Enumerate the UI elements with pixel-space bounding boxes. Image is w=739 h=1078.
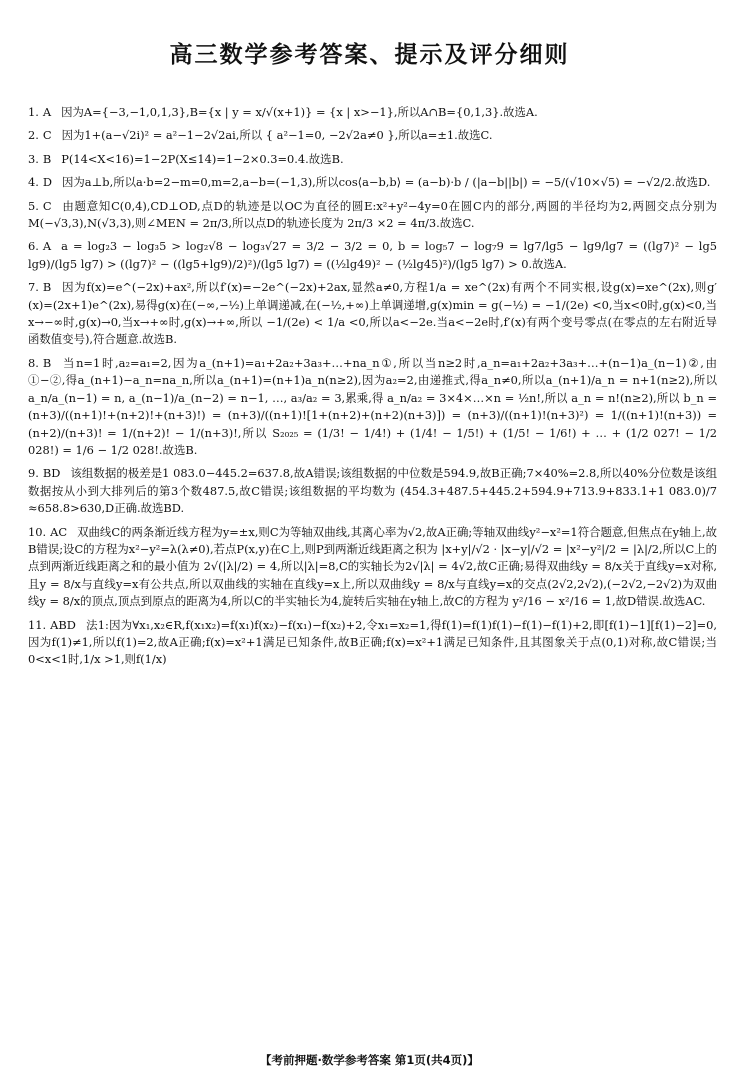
- solution-text: 双曲线C的两条渐近线方程为y=±x,则C为等轴双曲线,其离心率为√2,故A正确;等轴双曲线y²−x²=1符合题意,但焦点在y轴上,故B错误;设C的方程为x²−y²=λ(λ≠0),若点P(x,y)在C上,则P到两渐近线距离之积为 |x+y|/√2 · |x−y|/√2 = |x²−y²|/2 = |λ|/2,所以C上的点到两渐近线距离之和的最小值为 2√(|λ|/2) = 4,所以|λ|=8,C的实轴长为2√|λ| = 4√2,故C正确;易得双曲线y = 8/x关于直线y=x对称,且y = 8/x与直线y=x有公共点,所以双曲线的实轴在直线y=x上,所以双曲线y = 8/x与直线y=x的交点(2√2,2√2),(−2√2,−2√2)为双曲线y = 8/x的顶点,顶点到原点的距离为4,所以C的半实轴长为4,旋转后实轴在y轴上,故C的方程为 y²/16 − x²/16 = 1,故D错误.故选AC.: [28, 524, 717, 609]
- solution-text: 法1:因为∀x₁,x₂∈R,f(x₁x₂)=f(x₁)f(x₂)−f(x₁)−f(x₂)+2,令x₁=x₂=1,得f(1)=f(1)f(1)−f(1)−f(1)+2,即[f(1)−1][f(1)−2]=0,因为f(1)≠1,所以f(1)=2,故A正确;f(x)=x²+1满足已知条件,故B正确;f(x)=x²+1满足已知条件,且其图象关于点(0,1)对称,故C错误;当0<x<1时,1/x >1,则f(1/x): [28, 617, 717, 667]
- answer-choice: BD: [42, 466, 61, 481]
- answer-choice: B: [42, 280, 52, 295]
- question-number: 9.: [28, 466, 39, 481]
- page-footer: 【考前押题·数学参考答案 第1页(共4页)】: [260, 1053, 479, 1067]
- answer-item-10: [28, 524, 717, 611]
- answer-item-8: [28, 355, 717, 459]
- answer-choice: D: [42, 175, 53, 190]
- answer-item-7: [28, 279, 717, 349]
- question-number: 5.: [28, 198, 39, 213]
- question-number: 1.: [28, 105, 39, 119]
- solution-text: 因为1+(a−√2i)² = a²−1−2√2ai,所以 { a²−1=0, −2√2a≠0 },所以a=±1.故选C.: [61, 128, 493, 143]
- solution-text: 因为a⊥b,所以a·b=2−m=0,m=2,a−b=(−1,3),所以cos⟨a−b,b⟩ = (a−b)·b / (|a−b||b|) = −5/(√10×√5) = −√2/2.故选D.: [62, 175, 711, 190]
- question-number: 2.: [28, 128, 39, 143]
- answer-item-11: [28, 617, 717, 669]
- solution-text: 因为f(x)=e^(−2x)+ax²,所以f′(x)=−2e^(−2x)+2ax,显然a≠0,方程1/a = xe^(2x)有两个不同实根,设g(x)=xe^(2x),则g′(x)=(2x+1)e^(2x),易得g(x)在(−∞,−½)上单调递减,在(−½,+∞)上单调递增,g(x)min = g(−½) = −1/(2e) <0,当x<0时,g(x)<0,当x→−∞时,g(x)→0,当x→+∞时,g(x)→+∞,所以 −1/(2e) < 1/a <0,所以a<−2e.当a<−2e时,f′(x)有两个变号零点(在零点的左右附近导函数值变号),符合题意.故选B.: [28, 280, 717, 347]
- answer-choice: AC: [50, 524, 68, 539]
- page-title: 高三数学参考答案、提示及评分细则: [169, 42, 570, 68]
- answer-choice: C: [42, 128, 52, 143]
- answer-choice: ABD: [50, 617, 76, 632]
- solution-text: 由题意知C(0,4),CD⊥OD,点D的轨迹是以OC为直径的圆E:x²+y²−4y=0在圆C内的部分,两圆的半径均为2,两圆交点分别为M(−√3,3),N(√3,3),则∠MEN = 2π/3,所以点D的轨迹长度为 2π/3 ×2 = 4π/3.故选C.: [28, 198, 717, 231]
- answer-item-2: [28, 127, 717, 144]
- question-number: 6.: [28, 239, 39, 254]
- solution-text: 该组数据的极差是1 083.0−445.2=637.8,故A错误;该组数据的中位数是594.9,故B正确;7×40%=2.8,所以40%分位数是该组数据按从小到大排列后的第3个数487.5,故C错误;该组数据的平均数为 (454.3+487.5+445.2+594.9+713.9+833.1+1 083.0)/7 ≈658.8>630,D正确.故选BD.: [28, 466, 717, 516]
- solution-text: a = log₂3 − log₃5 > log₂√8 − log₃√27 = 3/2 − 3/2 = 0, b = log₅7 − log₇9 = lg7/lg5 − lg9/lg7 = ((lg7)² − lg5 lg9)/(lg5 lg7) > ((lg7)² − ((lg5+lg9)/2)²)/(lg5 lg7) = ((½lg49)² − (½lg45)²)/(lg5 lg7) > 0.故选A.: [28, 239, 717, 271]
- question-number: 8.: [28, 355, 39, 370]
- answer-item-9: [28, 465, 717, 517]
- question-number: 4.: [28, 175, 39, 190]
- answer-item-5: [28, 198, 717, 233]
- answer-choice: A: [42, 105, 52, 119]
- question-number: 7.: [28, 280, 39, 295]
- question-number: 11.: [28, 617, 47, 632]
- answer-item-1: [28, 104, 717, 121]
- answer-choice: B: [42, 355, 52, 370]
- solution-text: P(14<X<16)=1−2P(X≤14)=1−2×0.3=0.4.故选B.: [61, 151, 344, 166]
- answer-choice: A: [42, 239, 52, 254]
- answer-list: [28, 104, 717, 675]
- answer-item-6: [28, 238, 717, 273]
- question-number: 3.: [28, 151, 39, 166]
- answer-item-3: [28, 151, 717, 168]
- question-number: 10.: [28, 524, 47, 539]
- solution-text: 因为A={−3,−1,0,1,3},B={x | y = x/√(x+1)} = {x | x>−1},所以A∩B={0,1,3}.故选A.: [61, 105, 538, 119]
- solution-text: 当n=1时,a₂=a₁=2,因为a_(n+1)=a₁+2a₂+3a₃+…+na_n①,所以当n≥2时,a_n=a₁+2a₂+3a₃+…+(n−1)a_(n−1)②,由①−②,得a_(n+1)−a_n=na_n,所以a_(n+1)=(n+1)a_n(n≥2),因为a₂=2,由递推式,得a_n≠0,所以a_(n+1)/a_n = n+1(n≥2),所以 a_n/a_(n−1) = n, a_(n−1)/a_(n−2) = n−1, …, a₃/a₂ = 3,累乘,得 a_n/a₂ = 3×4×…×n = ½n!,所以 a_n = n!(n≥2),所以 b_n = (n+3)/((n+1)!+(n+2)!+(n+3)!) = (n+3)/((n+1)![1+(n+2)+(n+2)(n+3)]) = (n+3)/((n+1)!(n+3)²) = 1/((n+1)!(n+3)) = (n+2)/(n+3)! = 1/(n+2)! − 1/(n+3)!,所以 S₂₀₂₅ = (1/3! − 1/4!) + (1/4! − 1/5!) + (1/5! − 1/6!) + … + (1/2 027! − 1/2 028!) = 1/6 − 1/2 028!.故选B.: [28, 355, 717, 457]
- answer-item-4: [28, 174, 717, 191]
- answer-choice: B: [42, 151, 52, 166]
- answer-choice: C: [42, 198, 52, 213]
